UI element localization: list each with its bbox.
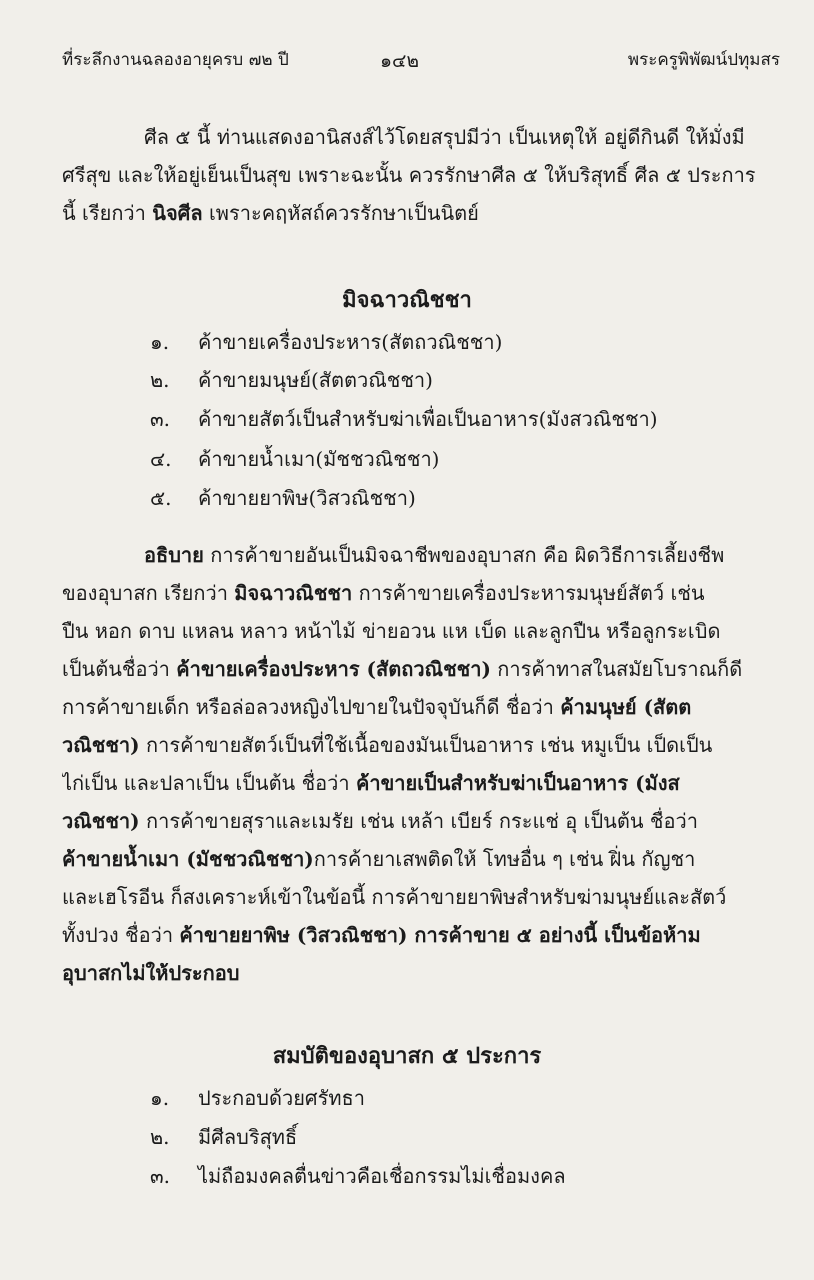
list-item	[150, 364, 433, 396]
paragraph-line	[62, 536, 774, 574]
list-item	[150, 1082, 365, 1114]
term: ค้าขายเครื่องประหาร (สัตถวณิชชา)	[176, 657, 491, 681]
explanation-paragraph	[62, 536, 774, 992]
list-number: ๑.	[150, 1086, 170, 1110]
text-run: การค้าทาสในสมัยโบราณก็ดี	[490, 657, 743, 681]
list-number: ๒.	[150, 1125, 170, 1149]
intro-line: ศรีสุข และให้อยู่เย็นเป็นสุข เพราะฉะนั้น ควรรักษาศีล ๕ ให้บริสุทธิ์ ศีล ๕ ประการ	[62, 163, 756, 187]
paragraph-line: ปืน หอก ดาบ แหลน หลาว หน้าไม้ ข่ายอวน แห เบ็ด และลูกปืน หรือลูกระเบิด	[62, 619, 721, 643]
running-header-author: พระครูพิพัฒน์ปทุมสร	[627, 50, 780, 70]
text-run: การค้าขายอันเป็นมิจฉาชีพของอุบาสก คือ ผิดวิธีการเลี้ยงชีพ	[203, 543, 725, 567]
list-text: ค้าขายน้ำเมา(มัชชวณิชชา)	[198, 447, 440, 471]
list-item	[150, 443, 439, 475]
list-text: ค้าขายสัตว์เป็นสำหรับฆ่าเพื่อเป็นอาหาร(มังสวณิชชา)	[198, 407, 658, 431]
text-run: การค้าขายสุราและเมรัย เช่น เหล้า เบียร์ กระแช่ อุ เป็นต้น ชื่อว่า	[139, 809, 698, 833]
list-text: มีศีลบริสุทธิ์	[198, 1125, 298, 1149]
term: ค้าขายยาพิษ (วิสวณิชชา) การค้าขาย ๕ อย่างนี้ เป็นข้อห้าม	[179, 923, 701, 947]
term: ค้าขายน้ำเมา (มัชชวณิชชา)	[62, 847, 314, 871]
intro-line	[62, 194, 774, 232]
list-text: ไม่ถือมงคลตื่นข่าวคือเชื่อกรรมไม่เชื่อมงคล	[198, 1164, 566, 1188]
list-text: ค้าขายเครื่องประหาร(สัตถวณิชชา)	[198, 330, 503, 354]
paragraph-line	[62, 764, 774, 802]
term: อธิบาย	[144, 543, 204, 567]
list-number: ๕.	[150, 486, 172, 510]
list-text: ค้าขายยาพิษ(วิสวณิชชา)	[198, 486, 416, 510]
text-run: ไก่เป็น และปลาเป็น เป็นต้น ชื่อว่า	[62, 771, 356, 795]
paragraph-line	[62, 650, 774, 688]
list-number: ๓.	[150, 407, 171, 431]
paragraph-line	[62, 916, 774, 954]
paragraph-line	[62, 574, 774, 612]
term: วณิชชา)	[62, 733, 140, 757]
term: วณิชชา)	[62, 809, 140, 833]
paragraph-line	[62, 802, 774, 840]
term: ค้าขายเป็นสำหรับฆ่าเป็นอาหาร (มังส	[355, 771, 680, 795]
text-run: การค้าขายเด็ก หรือล่อลวงหญิงไปขายในปัจจุบันก็ดี ชื่อว่า	[62, 695, 561, 719]
paragraph-line: และเฮโรอีน ก็สงเคราะห์เข้าในข้อนี้ การค้าขายยาพิษสำหรับฆ่ามนุษย์และสัตว์	[62, 885, 727, 909]
paragraph-line	[62, 688, 774, 726]
list-item	[150, 326, 502, 358]
text-run: การค้ายาเสพติดให้ โทษอื่น ๆ เช่น ฝิ่น กัญชา	[313, 847, 696, 871]
section-heading: มิจฉาวณิชชา	[342, 287, 472, 313]
list-text: ค้าขายมนุษย์(สัตตวณิชชา)	[198, 368, 433, 392]
term: มิจฉาวณิชชา	[234, 581, 353, 605]
list-item	[150, 1160, 566, 1192]
list-number: ๑.	[150, 330, 170, 354]
term: ค้ามนุษย์ (สัตต	[560, 695, 692, 719]
list-item	[150, 482, 416, 514]
list-text: ประกอบด้วยศรัทธา	[198, 1086, 365, 1110]
text-run: การค้าขายเครื่องประหารมนุษย์สัตว์ เช่น	[352, 581, 705, 605]
running-header-title: ที่ระลึกงานฉลองอายุครบ ๗๒ ปี	[62, 50, 289, 70]
list-number: ๔.	[150, 447, 172, 471]
paragraph-line	[62, 726, 774, 764]
text-run: การค้าขายสัตว์เป็นที่ใช้เนื้อของมันเป็นอาหาร เช่น หมูเป็น เป็ดเป็น	[139, 733, 713, 757]
text-run: เป็นต้นชื่อว่า	[62, 657, 177, 681]
list-item	[150, 1121, 297, 1153]
intro-term: นิจศีล	[152, 201, 203, 225]
intro-paragraph	[62, 118, 774, 232]
intro-text: นี้ เรียกว่า	[62, 201, 153, 225]
paragraph-line	[62, 954, 774, 992]
page-number: ๑๔๒	[380, 50, 419, 72]
list-number: ๒.	[150, 368, 170, 392]
list-item	[150, 403, 658, 435]
text-run: ของอุบาสก เรียกว่า	[62, 581, 235, 605]
text-run: ทั้งปวง ชื่อว่า	[62, 923, 180, 947]
list-number: ๓.	[150, 1164, 171, 1188]
intro-line: ศีล ๕ นี้ ท่านแสดงอานิสงส์ไว้โดยสรุปมีว่า เป็นเหตุให้ อยู่ดีกินดี ให้มั่งมี	[144, 125, 745, 149]
section-heading: สมบัติของอุบาสก ๕ ประการ	[272, 1043, 542, 1069]
intro-text: เพราะคฤหัสถ์ควรรักษาเป็นนิตย์	[202, 201, 479, 225]
paragraph-line	[62, 840, 774, 878]
term: อุบาสกไม่ให้ประกอบ	[62, 961, 240, 985]
